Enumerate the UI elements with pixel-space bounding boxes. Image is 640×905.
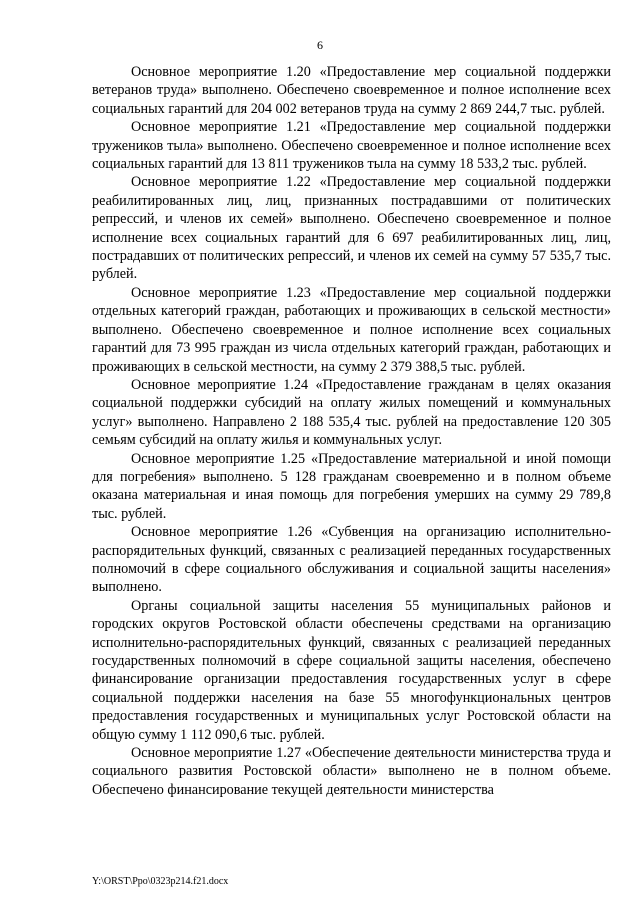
footer-file-path: Y:\ORST\Ppo\0323p214.f21.docx: [92, 876, 229, 887]
paragraph-social-protection-bodies: Органы социальной защиты населения 55 муниципальных районов и городских округов Ростовской области обеспечены средствами на организацию исполнительно-распорядительных функций, связанных с реализацией переданных государственных полномочий в сфере социальной защиты населения, обеспечено финансирование организации предоставления государственных услуг в сфере социальной поддержки населения на базе 55 многофункциональных центров предоставления государственных и муниципальных услуг Ростовской области на общую сумму 1 112 090,6 тыс. рублей.: [92, 597, 611, 743]
page-number: 6: [317, 38, 323, 52]
paragraph-measure-1-27: Основное мероприятие 1.27 «Обеспечение деятельности министерства труда и социального развития Ростовской области» выполнено не в полном объеме. Обеспечено финансирование текущей деятельности министерства: [92, 745, 611, 798]
paragraph-measure-1-20: Основное мероприятие 1.20 «Предоставление мер социальной поддержки ветеранов труда» выполнено. Обеспечено своевременное и полное исполнение всех социальных гарантий для 204 002 ветеранов труда на сумму 2 869 244,7 тыс. рублей.: [92, 64, 611, 117]
paragraph-measure-1-22: Основное мероприятие 1.22 «Предоставление мер социальной поддержки реабилитированных лиц, лиц, признанных пострадавшими от политических репрессий, и членов их семей» выполнено. Обеспечено своевременное и полное исполнение всех социальных гарантий для 6 697 реабилитированных лиц, лиц, пострадавших от политических репрессий, и членов их семей на сумму 57 535,7 тыс. рублей.: [92, 174, 611, 283]
paragraph-measure-1-25: Основное мероприятие 1.25 «Предоставление материальной и иной помощи для погребения» выполнено. 5 128 гражданам своевременно и в полном объеме оказана материальная и иная помощь для погребения умерших на сумму 29 789,8 тыс. рублей.: [92, 450, 611, 522]
document-body: [92, 63, 611, 799]
paragraph-measure-1-23: Основное мероприятие 1.23 «Предоставление мер социальной поддержки отдельных категорий граждан, работающих и проживающих в сельской местности» выполнено. Обеспечено своевременное и полное исполнение всех социальных гарантий для 73 995 граждан из числа отдельных категорий граждан, работающих и проживающих в сельской местности, на сумму 2 379 388,5 тыс. рублей.: [92, 284, 611, 375]
paragraph-measure-1-24: Основное мероприятие 1.24 «Предоставление гражданам в целях оказания социальной поддержки субсидий на оплату жилых помещений и коммунальных услуг» выполнено. Направлено 2 188 535,4 тыс. рублей на предоставление 120 305 семьям субсидий на оплату жилья и коммунальных услуг.: [92, 376, 611, 449]
paragraph-measure-1-26: Основное мероприятие 1.26 «Субвенция на организацию исполнительно-распорядительных функций, связанных с реализацией переданных государственных полномочий в сфере социального обслуживания и социальной защиты населения» выполнено.: [92, 524, 611, 596]
paragraph-measure-1-21: Основное мероприятие 1.21 «Предоставление мер социальной поддержки тружеников тыла» выполнено. Обеспечено своевременное и полное исполнение всех социальных гарантий для 13 811 тружеников тыла на сумму 18 533,2 тыс. рублей.: [92, 119, 611, 173]
